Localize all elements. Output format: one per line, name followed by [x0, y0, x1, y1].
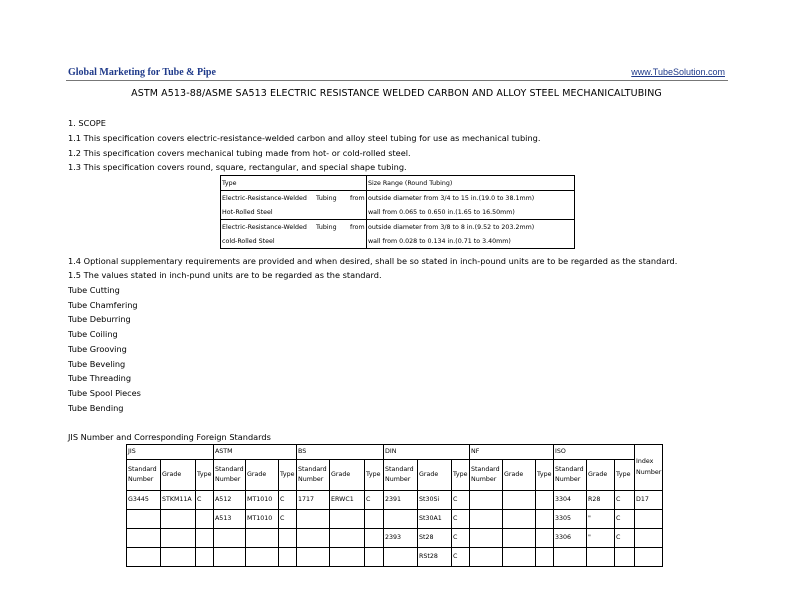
jis-table-caption: JIS Number and Corresponding Foreign Standards [68, 432, 271, 442]
std-number-header [384, 460, 418, 491]
jis-table-cell [587, 548, 615, 567]
jis-table-cell: C [196, 491, 214, 510]
jis-table-cell [279, 529, 297, 548]
jis-table-cell [246, 529, 279, 548]
std-header-line: Standard [555, 465, 584, 473]
scope-1-1: 1.1 This specification covers electric-resistance-welded carbon and alloy steel tubing for use as mechanical tubing. [68, 133, 541, 143]
jis-table-cell [503, 510, 536, 529]
std-number-header [214, 460, 246, 491]
std-number-header [470, 460, 503, 491]
std-header-line: Number [555, 476, 581, 483]
jis-table-cell [365, 548, 384, 567]
header-divider [66, 80, 728, 81]
scope-1-4: 1.4 Optional supplementary requirements are provided and when desired, shall be so stated in inch-pound units are to be regarded as the standard. [68, 256, 678, 266]
type-header: Type [279, 460, 297, 491]
jis-table-cell [503, 529, 536, 548]
process-item: Tube Coiling [68, 329, 118, 339]
size-table-row [221, 191, 575, 206]
std-header-line: Number [128, 476, 154, 483]
jis-table-cell [127, 548, 161, 567]
jis-table-cell [635, 548, 663, 567]
jis-table-cell: St30Si [418, 491, 452, 510]
jis-table-body [127, 491, 663, 567]
process-item: Tube Chamfering [68, 300, 138, 310]
jis-table-cell [365, 529, 384, 548]
type-text: Electric-Resistance-Welded [222, 194, 307, 202]
jis-table-cell [384, 510, 418, 529]
jis-table-cell [214, 529, 246, 548]
size-table-range-header: Size Range (Round Tubing) [367, 176, 575, 191]
type-header: Type [365, 460, 384, 491]
std-number-header [127, 460, 161, 491]
jis-table-cell [330, 510, 365, 529]
jis-subheader-row [127, 460, 663, 491]
jis-table-cell: 2393 [384, 529, 418, 548]
jis-table-cell: C [615, 529, 635, 548]
jis-table-cell [470, 548, 503, 567]
jis-table-cell: C [452, 510, 470, 529]
jis-table-cell [536, 510, 554, 529]
jis-table-cell: ERWC1 [330, 491, 365, 510]
jis-table-cell [470, 491, 503, 510]
jis-table-cell [127, 529, 161, 548]
grade-header: Grade [161, 460, 196, 491]
jis-table-cell: 1717 [297, 491, 330, 510]
size-table-range-cell: outside diameter from 3/8 to 8 in.(9.52 to 203.2mm) [367, 220, 575, 235]
jis-table-row [127, 529, 663, 548]
jis-table-cell: STKM11A [161, 491, 196, 510]
jis-table-cell: R28 [587, 491, 615, 510]
size-table-type-cell: Hot-Rolled Steel [221, 205, 367, 220]
type-text: from [350, 194, 365, 202]
std-header-line: Standard [215, 465, 244, 473]
jis-table-cell: " [587, 510, 615, 529]
jis-table-cell: A513 [214, 510, 246, 529]
grade-header: Grade [587, 460, 615, 491]
jis-table-cell [279, 548, 297, 567]
size-table-type-header: Type [221, 176, 367, 191]
type-text: Electric-Resistance-Welded [222, 223, 307, 231]
jis-table-cell [503, 548, 536, 567]
scope-heading: 1. SCOPE [68, 118, 106, 128]
jis-table-cell [536, 548, 554, 567]
jis-table-cell [330, 529, 365, 548]
size-table-row [221, 234, 575, 249]
jis-table-cell: A512 [214, 491, 246, 510]
jis-table-cell: MT1010 [246, 510, 279, 529]
jis-table-cell [297, 529, 330, 548]
jis-group-index: Index Number [635, 445, 663, 491]
jis-table-cell: 2391 [384, 491, 418, 510]
jis-group-iso: ISO [554, 445, 635, 460]
jis-table-cell [503, 491, 536, 510]
std-header-line: Number [471, 476, 497, 483]
website-link[interactable]: www.TubeSolution.com [631, 67, 725, 77]
jis-table-cell: D17 [635, 491, 663, 510]
std-number-header [297, 460, 330, 491]
jis-table-cell [297, 548, 330, 567]
jis-table-cell: C [452, 548, 470, 567]
jis-table-cell [384, 548, 418, 567]
process-item: Tube Deburring [68, 314, 131, 324]
jis-group-nf: NF [470, 445, 554, 460]
process-item: Tube Beveling [68, 359, 126, 369]
jis-group-din: DIN [384, 445, 470, 460]
jis-group-astm: ASTM [214, 445, 297, 460]
scope-1-5: 1.5 The values stated in inch-pund units are to be regarded as the standard. [68, 270, 382, 280]
grade-header: Grade [330, 460, 365, 491]
jis-table-cell [330, 548, 365, 567]
jis-table-cell [635, 529, 663, 548]
std-header-line: Standard [385, 465, 414, 473]
jis-group-bs: BS [297, 445, 384, 460]
jis-table-cell: C [452, 529, 470, 548]
scope-1-3: 1.3 This specification covers round, square, rectangular, and special shape tubing. [68, 162, 407, 172]
document-title: ASTM A513-88/ASME SA513 ELECTRIC RESISTANCE WELDED CARBON AND ALLOY STEEL MECHANICALTUBING [131, 88, 662, 99]
type-header: Type [452, 460, 470, 491]
company-name: Global Marketing for Tube & Pipe [68, 67, 216, 78]
type-text: Tubing [316, 194, 337, 202]
process-item: Tube Grooving [68, 344, 127, 354]
jis-table-cell [161, 548, 196, 567]
jis-table-cell [365, 510, 384, 529]
size-table-row [221, 205, 575, 220]
jis-table-cell [161, 529, 196, 548]
jis-table-cell: RSt28 [418, 548, 452, 567]
jis-table-cell: St28 [418, 529, 452, 548]
jis-table-cell [297, 510, 330, 529]
jis-table-cell: St30A1 [418, 510, 452, 529]
std-header-line: Standard [298, 465, 327, 473]
jis-table-cell: MT1010 [246, 491, 279, 510]
std-header-line: Number [215, 476, 241, 483]
jis-table-row [127, 491, 663, 510]
size-table-row [221, 220, 575, 235]
type-header: Type [536, 460, 554, 491]
jis-table-cell [470, 510, 503, 529]
jis-table-cell [127, 510, 161, 529]
grade-header: Grade [503, 460, 536, 491]
jis-table-cell [196, 510, 214, 529]
size-table-range-cell: wall from 0.028 to 0.134 in.(0.71 to 3.40mm) [367, 234, 575, 249]
jis-table-cell [214, 548, 246, 567]
jis-group-jis: JIS [127, 445, 214, 460]
size-table-type-cell: cold-Rolled Steel [221, 234, 367, 249]
size-table-range-cell: outside diameter from 3/4 to 15 in.(19.0 to 38.1mm) [367, 191, 575, 206]
jis-table-cell [554, 548, 587, 567]
size-table-type-cell [221, 191, 367, 206]
type-text: from [350, 223, 365, 231]
jis-table-cell: C [452, 491, 470, 510]
process-item: Tube Cutting [68, 285, 120, 295]
type-header: Type [196, 460, 214, 491]
jis-table-cell: C [615, 510, 635, 529]
jis-table-cell: 3306 [554, 529, 587, 548]
jis-table-cell: C [279, 510, 297, 529]
jis-table-cell [196, 548, 214, 567]
jis-table-row [127, 510, 663, 529]
jis-table-cell [635, 510, 663, 529]
grade-header: Grade [418, 460, 452, 491]
process-item: Tube Spool Pieces [68, 388, 141, 398]
size-table-type-cell [221, 220, 367, 235]
size-table-header-row [221, 176, 575, 191]
type-header: Type [615, 460, 635, 491]
scope-1-2: 1.2 This specification covers mechanical tubing made from hot- or cold-rolled steel. [68, 148, 411, 158]
jis-table-cell [470, 529, 503, 548]
jis-table-cell: C [365, 491, 384, 510]
jis-table-cell: C [615, 491, 635, 510]
std-header-line: Number [385, 476, 411, 483]
std-header-line: Standard [128, 465, 157, 473]
jis-group-header-row [127, 445, 663, 460]
process-item: Tube Bending [68, 403, 124, 413]
jis-table-cell [536, 491, 554, 510]
jis-table-cell [536, 529, 554, 548]
jis-table-cell [161, 510, 196, 529]
jis-table-cell: 3305 [554, 510, 587, 529]
std-header-line: Standard [471, 465, 500, 473]
size-range-table [220, 175, 575, 249]
jis-table-cell: " [587, 529, 615, 548]
process-item: Tube Threading [68, 373, 132, 383]
jis-table-cell: G3445 [127, 491, 161, 510]
type-text: Tubing [316, 223, 337, 231]
std-header-line: Number [298, 476, 324, 483]
jis-table-cell: C [279, 491, 297, 510]
jis-table-row [127, 548, 663, 567]
jis-standards-table [126, 444, 663, 567]
jis-table-cell [196, 529, 214, 548]
jis-table-cell [246, 548, 279, 567]
jis-table-cell: 3304 [554, 491, 587, 510]
grade-header: Grade [246, 460, 279, 491]
size-table-range-cell: wall from 0.065 to 0.650 in.(1.65 to 16.50mm) [367, 205, 575, 220]
jis-table-cell [615, 548, 635, 567]
std-number-header [554, 460, 587, 491]
